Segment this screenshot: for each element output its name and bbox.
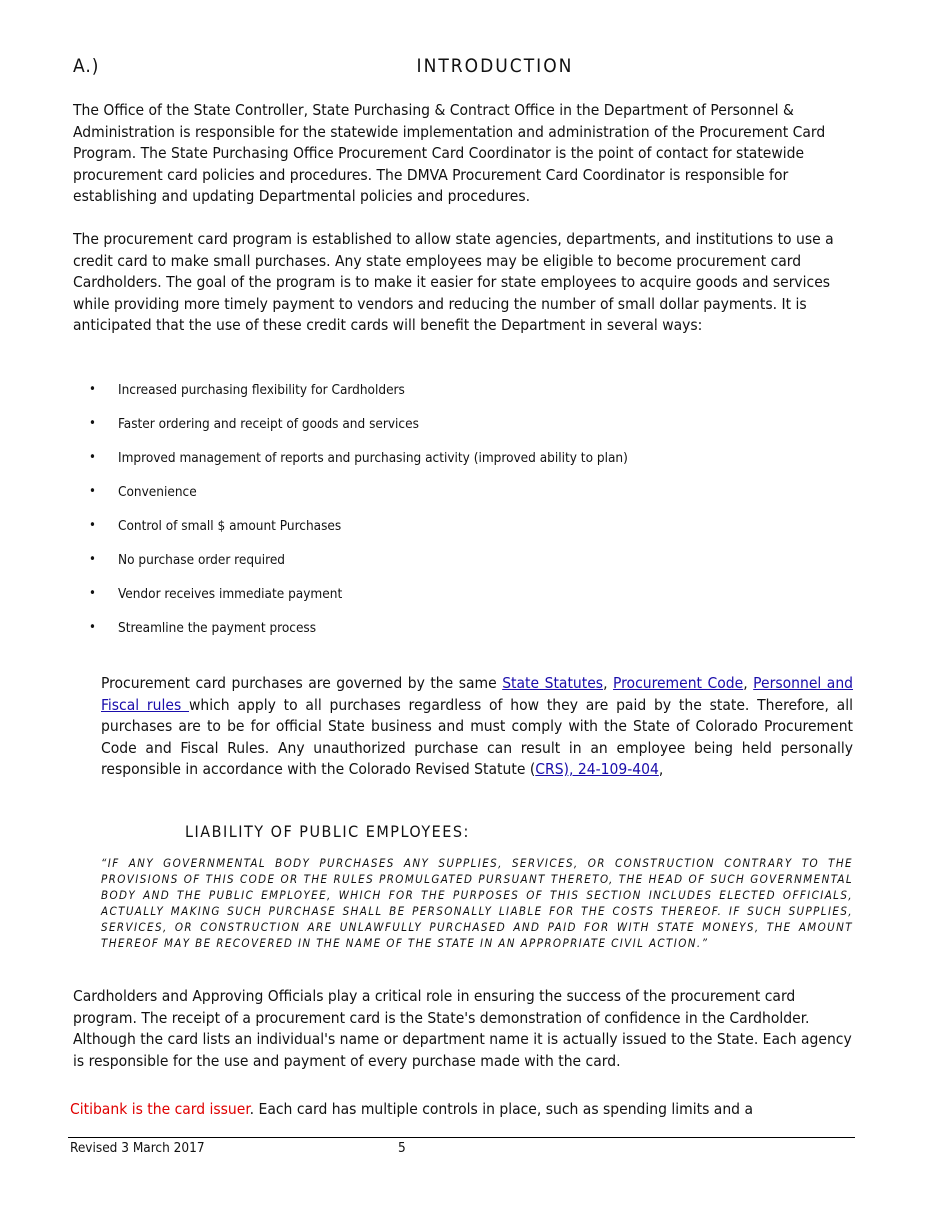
crs-link[interactable]: CRS), 24-109-404: [535, 760, 659, 778]
bullet-icon: •: [89, 382, 96, 397]
list-item-text: No purchase order required: [118, 552, 286, 568]
governed-text-5: ,: [658, 760, 664, 778]
issuer-paragraph: [70, 1099, 855, 1121]
list-item: [73, 514, 833, 548]
governed-text-4: which apply to all purchases regardless of how they are paid by the state. Therefore, all purchases are to be for official State business and must comply with the State of Colorado Procurement Code and Fiscal Rules. Any unauthorized purchase can result in an employee being held personally responsible in accordance with the Colorado Revised Statute (: [101, 695, 853, 778]
list-item: [73, 548, 833, 582]
issuer-text: . Each card has multiple controls in place, such as spending limits and a: [249, 1100, 753, 1118]
list-item: [73, 582, 833, 616]
governed-text-3: ,: [743, 674, 754, 692]
benefits-list: [73, 378, 833, 650]
roles-paragraph-text: Cardholders and Approving Officials play a critical role in ensuring the success of the procurement card program. The receipt of a procurement card is the State's demonstration of confidence in the Cardholder. Although the card lists an individual's name or department name it is actually issued to the State. Each agency is responsible for the use and payment of every purchase made with the card.: [73, 987, 852, 1070]
governed-text-2: ,: [603, 674, 614, 692]
list-item-text: Increased purchasing flexibility for Cardholders: [118, 382, 405, 398]
bullet-icon: •: [89, 620, 96, 635]
bullet-icon: •: [89, 416, 96, 431]
intro-paragraph-1-text: The Office of the State Controller, State Purchasing & Contract Office in the Department of Personnel & Administration is responsible for the statewide implementation and administration of the Procurement Card Program. The State Purchasing Office Procurement Card Coordinator is the point of contact for statewide procurement card policies and procedures. The DMVA Procurement Card Coordinator is responsible for establishing and updating Departmental policies and procedures.: [73, 101, 826, 205]
bullet-icon: •: [89, 518, 96, 533]
page-title: INTRODUCTION: [416, 55, 574, 77]
list-item-text: Improved management of reports and purchasing activity (improved ability to plan): [118, 450, 628, 466]
bullet-icon: •: [89, 450, 96, 465]
list-item-text: Streamline the payment process: [118, 620, 317, 636]
list-item: [73, 446, 833, 480]
footer-divider: [68, 1137, 855, 1138]
list-item: [73, 616, 833, 650]
state-statutes-link[interactable]: State Statutes: [502, 674, 604, 692]
list-item: [73, 480, 833, 514]
list-item-text: Control of small $ amount Purchases: [118, 518, 342, 534]
list-item: [73, 378, 833, 412]
list-item: [73, 412, 833, 446]
section-label: A.): [73, 55, 100, 77]
bullet-icon: •: [89, 552, 96, 567]
list-item-text: Faster ordering and receipt of goods and services: [118, 416, 419, 432]
liability-quote: “IF ANY GOVERNMENTAL BODY PURCHASES ANY SUPPLIES, SERVICES, OR CONSTRUCTION CONTRARY TO THE PROVISIONS OF THIS CODE OR THE RULES PROMULGATED PURSUANT THERETO, THE HEAD OF SUCH GOVERNMENTAL BODY AND THE PUBLIC EMPLOYEE, WHICH FOR THE PURPOSES OF THIS SECTION INCLUDES ELECTED OFFICIALS, ACTUALLY MAKING SUCH PURCHASE SHALL BE PERSONALLY LIABLE FOR THE COSTS THEREOF. IF SUCH SUPPLIES, SERVICES, OR CONSTRUCTION ARE UNLAWFULLY PURCHASED AND PAID FOR WITH STATE MONEYS, THE AMOUNT THEREOF MAY BE RECOVERED IN THE NAME OF THE STATE IN AN APPROPRIATE CIVIL ACTION.”: [101, 856, 853, 950]
governed-text-1: Procurement card purchases are governed by the same: [101, 674, 503, 692]
roles-paragraph: [73, 986, 858, 1072]
bullet-icon: •: [89, 586, 96, 601]
procurement-code-link[interactable]: Procurement Code: [613, 674, 744, 692]
issuer-highlight: Citibank is the card issuer: [70, 1100, 250, 1118]
list-item-text: Convenience: [118, 484, 197, 500]
governed-paragraph: [101, 673, 853, 781]
intro-paragraph-2: [73, 229, 858, 337]
intro-paragraph-2-text: The procurement card program is established to allow state agencies, departments, and institutions to use a credit card to make small purchases. Any state employees may be eligible to become procurement card Cardholders. The goal of the program is to make it easier for state employees to acquire goods and services while providing more timely payment to vendors and reducing the number of small dollar payments. It is anticipated that the use of these credit cards will benefit the Department in several ways:: [73, 230, 834, 334]
personnel-fiscal-rules-link[interactable]: Personnel and Fiscal rules: [101, 674, 854, 714]
bullet-icon: •: [89, 484, 96, 499]
footer-revised-date: Revised 3 March 2017: [70, 1140, 205, 1156]
page-number: 5: [398, 1140, 406, 1156]
liability-heading: LIABILITY OF PUBLIC EMPLOYEES:: [185, 822, 470, 841]
list-item-text: Vendor receives immediate payment: [118, 586, 343, 602]
intro-paragraph-1: [73, 100, 858, 208]
